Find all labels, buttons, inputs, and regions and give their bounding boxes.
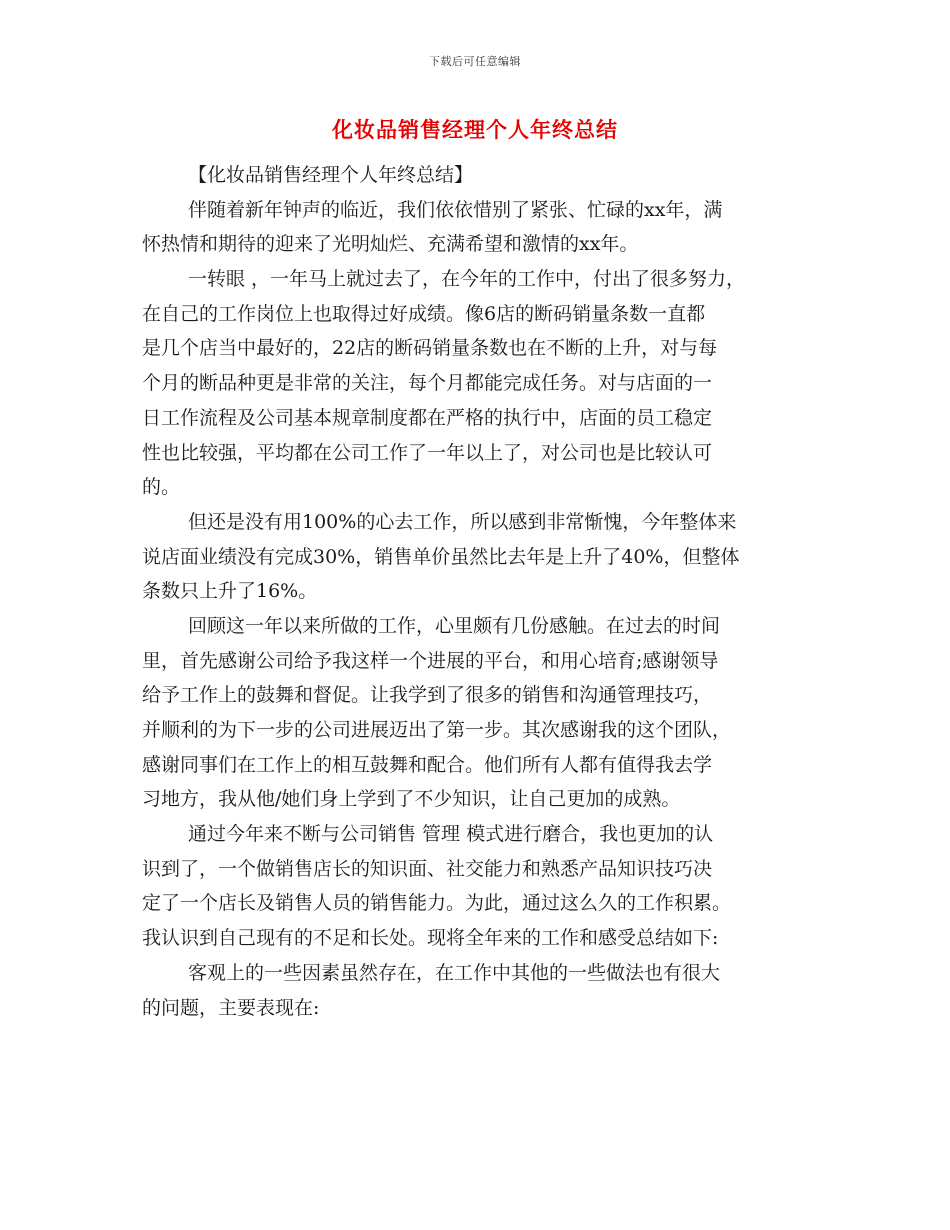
text-line: 并顺利的为下一步的公司进展迈出了第一步。其次感谢我的这个团队， [142, 719, 732, 741]
text-line: 怀热情和期待的迎来了光明灿烂、充满希望和激情的xx年。 [142, 233, 639, 256]
document-body [142, 158, 822, 1025]
text-line: 说店面业绩没有完成30%，销售单价虽然比去年是上升了40%，但整体 [142, 545, 740, 568]
text-line: 通过今年来不断与公司销售 管理 模式进行磨合，我也更加的认 [188, 823, 714, 846]
text-line: 习地方，我从他/她们身上学到了不少知识，让自己更加的成熟。 [142, 788, 681, 811]
text-line: 里，首先感谢公司给予我这样一个进展的平台，和用心培育;感谢领导 [142, 649, 719, 672]
text-line: 但还是没有用100%的心去工作，所以感到非常惭愧，今年整体来 [188, 510, 737, 533]
text-line: 一转眼 ，一年马上就过去了，在今年的工作中，付出了很多努力， [188, 268, 746, 291]
text-line: 性也比较强，平均都在公司工作了一年以上了，对公司也是比较认可 [142, 441, 713, 464]
header-note: 下载后可任意编辑 [429, 55, 521, 68]
text-line: 定了一个店长及销售人员的销售能力。为此，通过这么久的工作积累。 [142, 892, 732, 915]
text-line: 在自己的工作岗位上也取得过好成绩。像6店的断码销量条数一直都 [142, 302, 706, 325]
text-line: 感谢同事们在工作上的相互鼓舞和配合。他们所有人都有值得我去学 [142, 753, 713, 776]
text-line: 日工作流程及公司基本规章制度都在严格的执行中，店面的员工稳定 [142, 406, 713, 429]
text-line: 是几个店当中最好的，22店的断码销量条数也在不断的上升，对与每 [142, 337, 718, 360]
text-line: 的问题，主要表现在: [142, 996, 320, 1019]
text-line: 伴随着新年钟声的临近，我们依依惜别了紧张、忙碌的xx年，满 [188, 198, 723, 221]
text-line: 回顾这一年以来所做的工作，心里颇有几份感触。在过去的时间 [188, 614, 721, 637]
text-line: 客观上的一些因素虽然存在，在工作中其他的一些做法也有很大 [188, 961, 721, 984]
text-line: 识到了，一个做销售店长的知识面、社交能力和熟悉产品知识技巧决 [142, 857, 713, 880]
document-title: 化妆品销售经理个人年终总结 [332, 117, 618, 142]
text-line: 我认识到自己现有的不足和长处。现将全年来的工作和感受总结如下: [142, 927, 719, 950]
text-line: 的。 [142, 476, 181, 499]
text-line: 【化妆品销售经理个人年终总结】 [188, 164, 474, 186]
text-line: 给予工作上的鼓舞和督促。让我学到了很多的销售和沟通管理技巧， [142, 684, 713, 707]
text-line: 个月的断品种更是非常的关注，每个月都能完成任务。对与店面的一 [142, 372, 713, 395]
text-line: 条数只上升了16%。 [142, 580, 318, 603]
